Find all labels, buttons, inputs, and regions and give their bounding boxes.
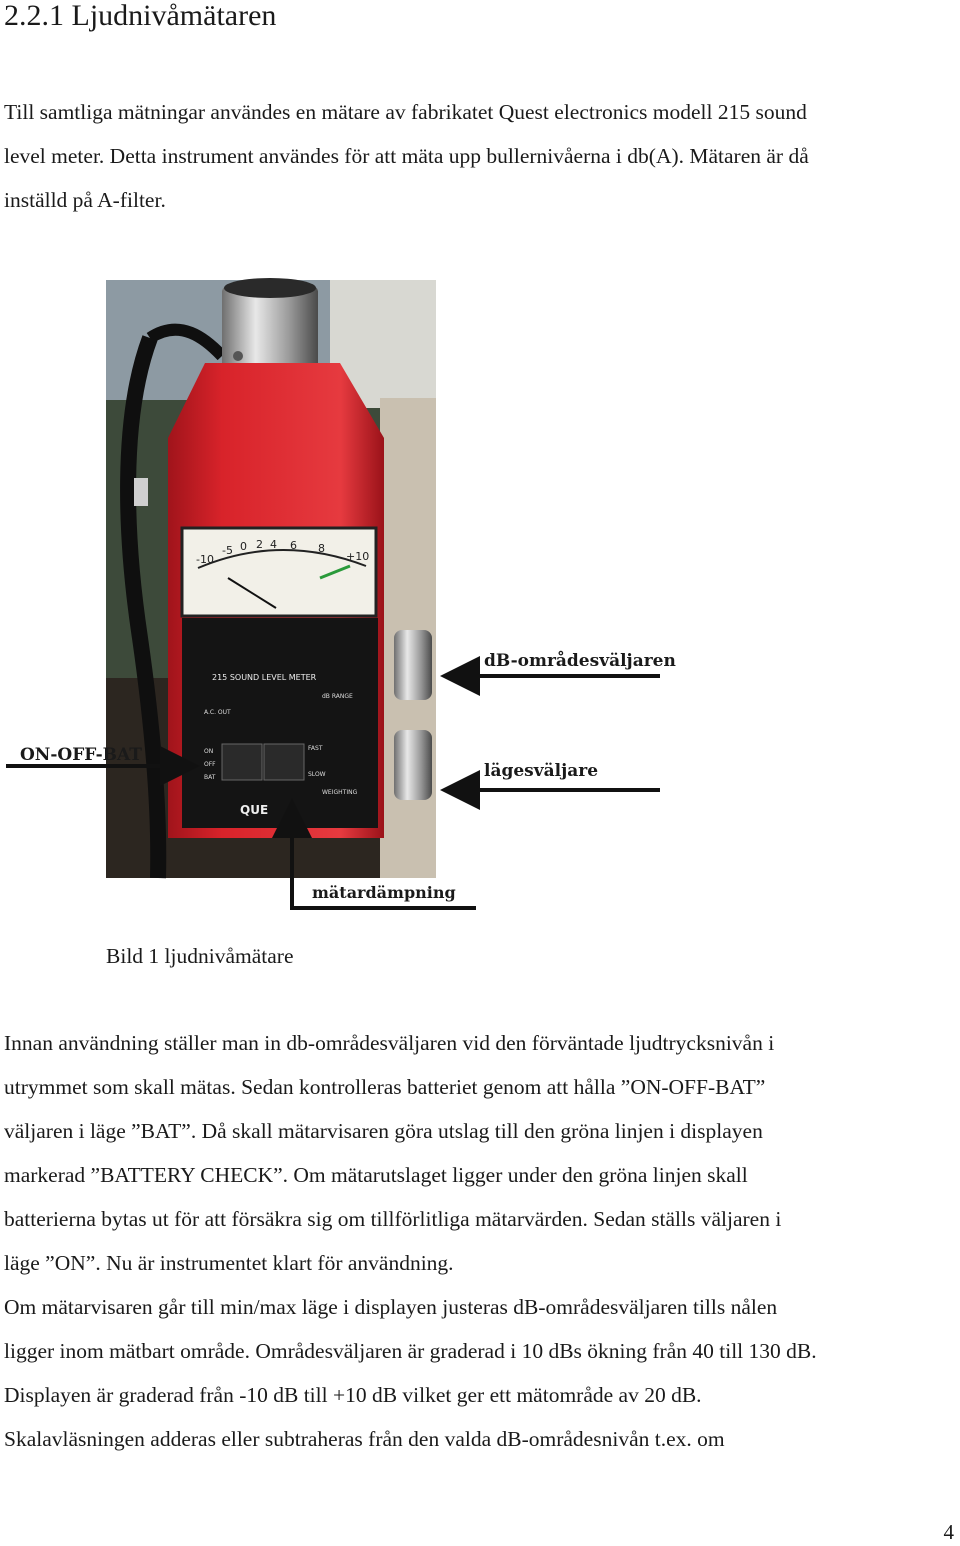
body-line: Displayen är graderad från -10 dB till +10 dB vilket ger ett mätområde av 20 dB. (4, 1383, 702, 1407)
scale-label: -5 (222, 544, 233, 557)
range-knob (394, 630, 432, 700)
meter-photo (106, 278, 436, 878)
scale-label: 4 (270, 538, 277, 551)
weighting-label: WEIGHTING (322, 789, 358, 796)
intro-line: Till samtliga mätningar användes en mätare av fabrikatet Quest electronics modell 215 sound (4, 100, 807, 124)
scale-label: +10 (346, 550, 370, 563)
on-off-bat-switch (222, 744, 262, 780)
intro-line: level meter. Detta instrument användes för att mäta upp bullernivåerna i db(A). Mätaren är då (4, 144, 809, 168)
model-label: 215 SOUND LEVEL METER (212, 673, 317, 682)
slow-label: SLOW (308, 771, 326, 778)
body-line: Skalavläsningen adderas eller subtraheras från den valda dB-områdesnivån t.ex. om (4, 1427, 725, 1451)
damping-switch (264, 744, 304, 780)
mode-selector-label: lägesväljare (484, 761, 599, 781)
range-selector-label: dB-områdesväljaren (484, 651, 676, 671)
intro-line: inställd på A-filter. (4, 188, 166, 212)
brand-logo: QUE (240, 803, 269, 817)
body-line: batterierna bytas ut för att försäkra sig om tillförlitliga mätarvärden. Sedan ställs väljaren i (4, 1207, 782, 1231)
on-off-bat-label: ON-OFF-BAT (20, 745, 142, 765)
damping-label: mätardämpning (312, 883, 456, 902)
body-paragraph (4, 1021, 960, 1461)
off-label: OFF (204, 761, 216, 768)
intro-paragraph (4, 90, 960, 222)
figure-caption: Bild 1 ljudnivåmätare (106, 944, 294, 968)
scale-label: 0 (240, 540, 247, 553)
fast-label: FAST (308, 745, 323, 752)
scale-label: 6 (290, 539, 297, 552)
weighting-knob (394, 730, 432, 800)
scale-label: -10 (196, 553, 214, 566)
ac-out-label: A.C. OUT (204, 709, 231, 716)
meter-display (182, 528, 376, 616)
body-line: väljaren i läge ”BAT”. Då skall mätarvisaren göra utslag till den gröna linjen i displayen (4, 1119, 763, 1143)
page-number: 4 (943, 1520, 954, 1544)
body-line: ligger inom mätbart område. Områdesväljaren är graderad i 10 dBs ökning från 40 till 130 dB. (4, 1339, 817, 1363)
section-heading: 2.2.1 Ljudnivåmätaren (4, 0, 277, 32)
body-line: utrymmet som skall mätas. Sedan kontrolleras batteriet genom att hålla ”ON-OFF-BAT” (4, 1075, 766, 1099)
body-line: markerad ”BATTERY CHECK”. Om mätarutslaget ligger under den gröna linjen skall (4, 1163, 748, 1187)
db-range-label: dB RANGE (322, 693, 353, 700)
control-panel (182, 618, 378, 828)
sound-level-meter-figure (0, 278, 700, 918)
scale-label: 2 (256, 538, 263, 551)
body-line: Innan användning ställer man in db-områdesväljaren vid den förväntade ljudtrycksnivån i (4, 1031, 775, 1055)
bat-label: BAT (204, 774, 216, 781)
scale-label: 8 (318, 542, 325, 555)
body-line: läge ”ON”. Nu är instrumentet klart för användning. (4, 1251, 454, 1275)
on-label: ON (204, 748, 214, 755)
body-line: Om mätarvisaren går till min/max läge i displayen justeras dB-områdesväljaren tills nålen (4, 1295, 778, 1319)
